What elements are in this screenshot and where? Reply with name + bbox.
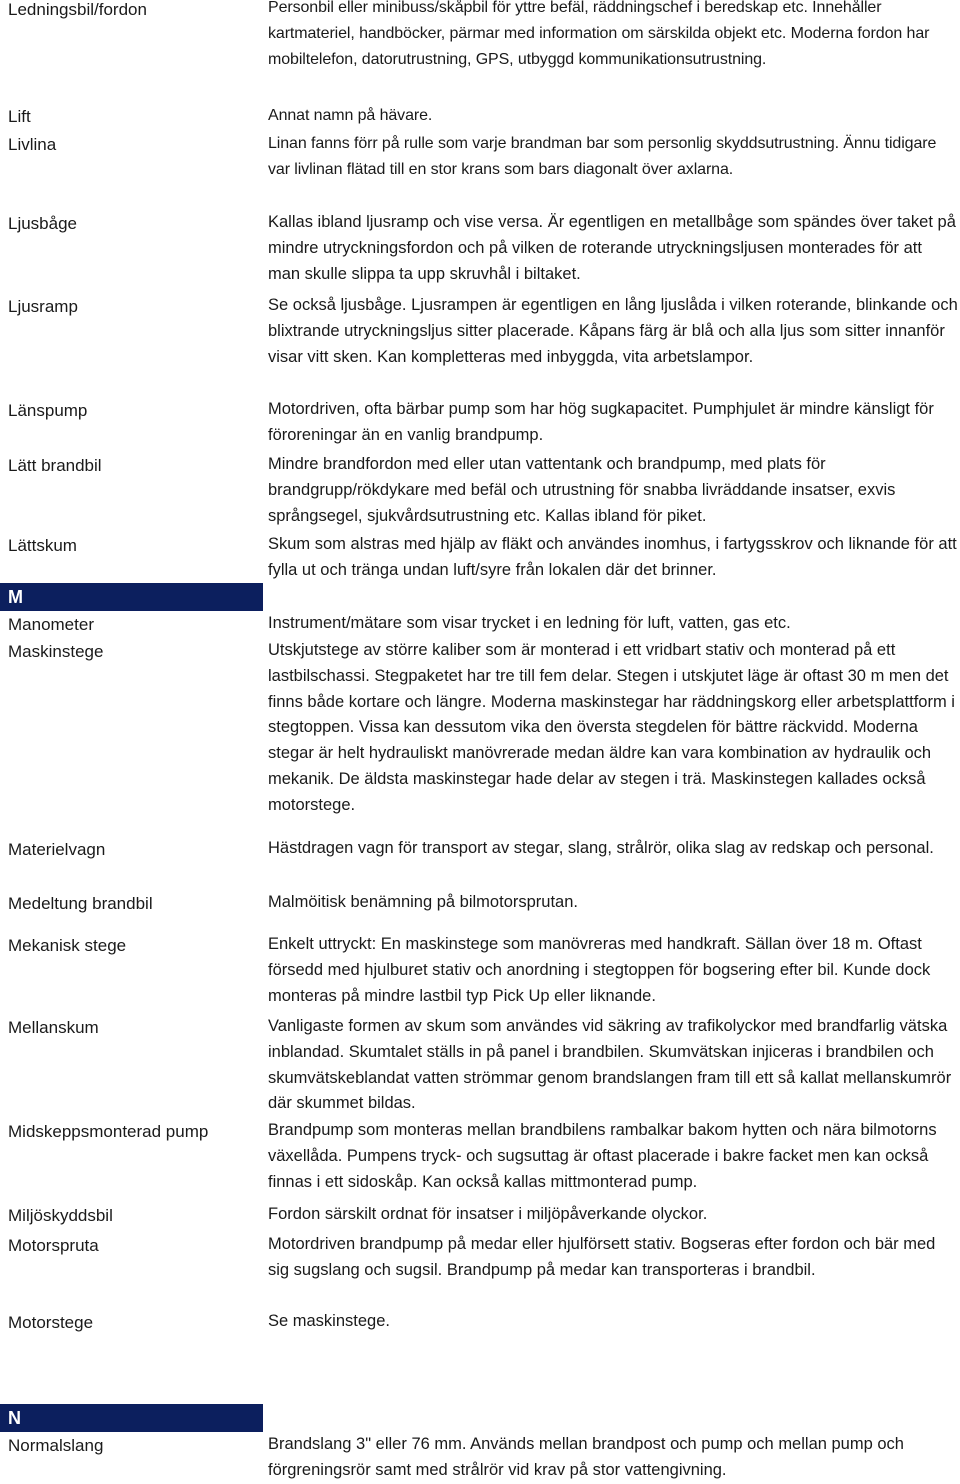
entry-definition: Mindre brandfordon med eller utan vattentank och brandpump, med plats för brandgrupp/rökdykare med befäl och utrustning för snabba livräddande insatser, exvis språngsegel, sjukvårdsutrustning etc. Kallas ibland för piket.	[268, 455, 896, 525]
entry-definition: Brandslang 3" eller 76 mm. Används mellan brandpost och pump och mellan pump och förgreningsrör samt med strålrör vid krav på stor vattengivning.	[268, 1435, 904, 1479]
entry-definition: Malmöitisk benämning på bilmotorsprutan.	[268, 893, 578, 911]
entry-term: Mellanskum	[8, 1018, 99, 1037]
entry-term: Motorspruta	[8, 1236, 99, 1255]
entry-term: Normalslang	[8, 1436, 104, 1455]
entry-term: Midskeppsmonterad pump	[8, 1122, 209, 1141]
entry-term: Lätt brandbil	[8, 456, 102, 475]
entry-term: Lift	[8, 107, 31, 126]
entry-definition: Personbil eller minibuss/skåpbil för yttre befäl, räddningschef i beredskap etc. Innehåller kartmateriel, handböcker, pärmar med information om särskilda objekt etc. Moderna fordon har mobiltelefon, datorutrustning, GPS, utbyggd kommunikationsutrustning.	[268, 0, 930, 68]
entry-definition: Enkelt uttryckt: En maskinstege som manövreras med handkraft. Sällan över 18 m. Oftast försedd med hjulburet stativ och anordning i stegtoppen för bogsering efter bil. Kunde dock monteras på mindre lastbil typ Pick Up eller liknande.	[268, 935, 931, 1005]
entry-term: Livlina	[8, 135, 57, 154]
entry-definition: Hästdragen vagn för transport av stegar, slang, strålrör, olika slag av redskap och personal.	[268, 839, 934, 857]
entry-definition: Fordon särskilt ordnat för insatser i miljöpåverkande olyckor.	[268, 1205, 708, 1223]
entry-definition: Motordriven, ofta bärbar pump som har hög sugkapacitet. Pumphjulet är mindre känsligt för föroreningar än en vanlig brandpump.	[268, 400, 934, 444]
entry-term: Motorstege	[8, 1313, 94, 1332]
entry-term: Manometer	[8, 615, 94, 634]
entry-definition: Annat namn på hävare.	[268, 107, 433, 124]
entry-definition: Instrument/mätare som visar trycket i en ledning för luft, vatten, gas etc.	[268, 614, 791, 632]
entry-term: Maskinstege	[8, 642, 104, 661]
entry-definition: Skum som alstras med hjälp av fläkt och användes inomhus, i fartygsskrov och liknande för att fylla ut och tränga undan luft/syre från lokalen där det brinner.	[268, 535, 957, 579]
entry-definition: Motordriven brandpump på medar eller hjulförsett stativ. Bogseras efter fordon och bär med sig sugslang och sugsil. Brandpump på medar kan transporteras i brandbil.	[268, 1235, 936, 1279]
entry-term: Ljusbåge	[8, 214, 78, 233]
entry-definition: Kallas ibland ljusramp och vise versa. Är egentligen en metallbåge som spändes över taket på mindre utryckningsfordon och på vilken de roterande utryckningsljusen monterades för att man skulle slippa ta upp skruvhål i biltaket.	[268, 213, 956, 283]
entry-term: Lättskum	[8, 536, 77, 555]
entry-definition: Se maskinstege.	[268, 1312, 390, 1330]
entry-definition: Utskjutstege av större kaliber som är monterad i ett vridbart stativ och monterad på ett lastbilschassi. Stegpaketet har tre till fem delar. Stegen i utskjutet läge är oftast 30 m men det finns både kortare och längre. Moderna maskinstegar har räddningskorg eller arbetsplattform i stegtoppen. Vissa kan dessutom vika den översta stegdelen för bättre räckvidd. Moderna stegar är helt hydrauliskt manövrerade medan äldre kan vara kombination av hydraulik och mekanik. De äldsta maskinstegar hade delar av stegen i trä. Maskinstegen kallades också motorstege.	[268, 641, 955, 814]
section-header-m: M	[0, 583, 263, 611]
entry-term: Mekanisk stege	[8, 936, 127, 955]
entry-term: Ljusramp	[8, 297, 78, 316]
entry-term: Ledningsbil/fordon	[8, 0, 147, 19]
entry-term: Länspump	[8, 401, 88, 420]
entry-definition: Se också ljusbåge. Ljusrampen är egentligen en lång ljuslåda i vilken roterande, blinkande och blixtrande utryckningsljus sitter placerade. Kåpans färg är blå och alla ljus som sitter innanför visar vitt sken. Kan kompletteras med inbyggda, vita arbetslampor.	[268, 296, 958, 366]
entry-definition: Vanligaste formen av skum som användes vid säkring av trafikolyckor med brandfarlig vätska inblandad. Skumtalet ställs in på panel i brandbilen. Skumvätskan injiceras i brandbilen och skumvätskeblandat vatten strömmar genom brandslangen fram till ett så kallat mellanskumrör där skummet bildas.	[268, 1017, 952, 1113]
entry-definition: Linan fanns förr på rulle som varje brandman bar som personlig skyddsutrustning. Ännu tidigare var livlinan flätad till en stor krans som bars diagonalt över axlarna.	[268, 135, 937, 178]
entry-term: Medeltung brandbil	[8, 894, 153, 913]
section-header-n: N	[0, 1404, 263, 1432]
entry-term: Materielvagn	[8, 840, 106, 859]
entry-term: Miljöskyddsbil	[8, 1206, 113, 1225]
entry-definition: Brandpump som monteras mellan brandbilens rambalkar bakom hytten och nära bilmotorns växellåda. Pumpens tryck- och sugsuttag är oftast placerade i bakre facket men kan också finnas i ett sidoskåp. Kan också kallas mittmonterad pump.	[268, 1121, 937, 1191]
